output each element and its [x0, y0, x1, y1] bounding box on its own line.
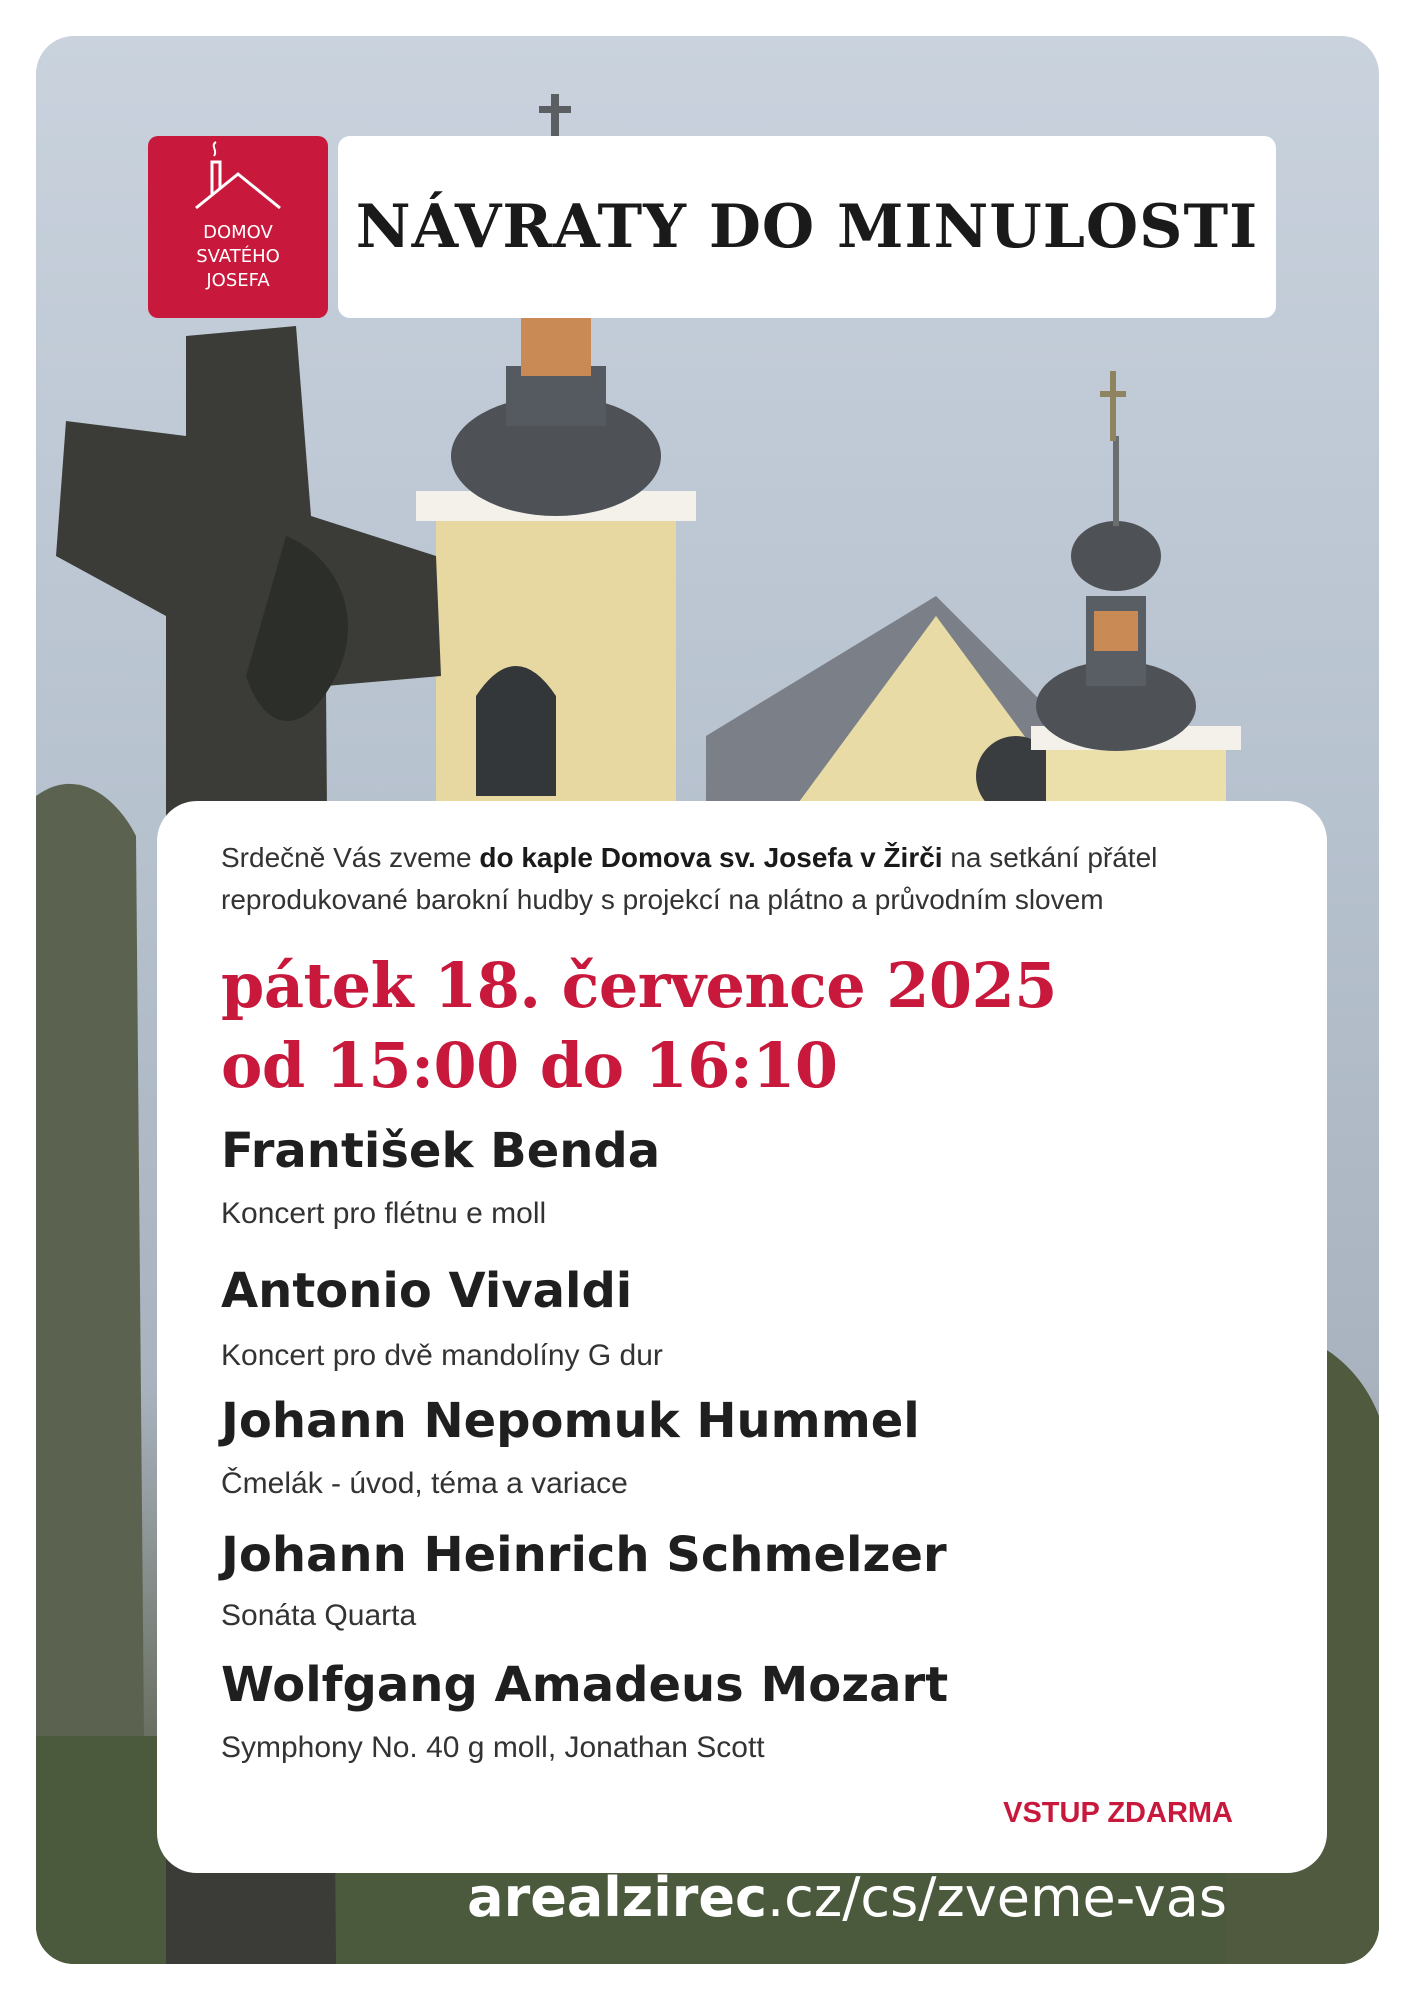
composer-name: Johann Nepomuk Hummel [221, 1393, 920, 1449]
work-title: Koncert pro dvě mandolíny G dur [221, 1339, 663, 1372]
composer-name: Johann Heinrich Schmelzer [221, 1527, 947, 1583]
url-domain: arealzirec [467, 1866, 768, 1929]
logo-line-2: SVATÉHO [196, 246, 280, 267]
poster [36, 36, 1379, 1964]
event-card [157, 801, 1327, 1873]
work-title: Čmelák - úvod, téma a variace [221, 1467, 628, 1500]
page-title: NÁVRATY DO MINULOSTI [355, 192, 1259, 262]
work-title: Sonáta Quarta [221, 1599, 417, 1632]
intro-venue: do kaple Domova sv. Josefa v Žirči [479, 842, 943, 873]
intro-prefix: Srdečně Vás zveme [221, 842, 480, 873]
admission-label: VSTUP ZDARMA [1003, 1797, 1233, 1829]
logo [148, 136, 328, 318]
work-title: Koncert pro flétnu e moll [221, 1197, 547, 1230]
url-path: .cz/cs/zveme-vas [767, 1866, 1227, 1929]
invitation-text [221, 837, 1281, 921]
title-box [338, 136, 1276, 318]
composer-name: Wolfgang Amadeus Mozart [221, 1657, 949, 1713]
event-date: pátek 18. července 2025 [221, 949, 1057, 1022]
website-link[interactable] [467, 1866, 1227, 1929]
event-time: od 15:00 do 16:10 [221, 1029, 838, 1102]
composer-name: Antonio Vivaldi [221, 1263, 633, 1319]
house-logo-icon [148, 136, 328, 318]
logo-line-1: DOMOV [203, 222, 273, 243]
composer-name: František Benda [221, 1123, 661, 1179]
intro-suffix: na setkání přátel reprodukované barokní hudby s projekcí na plátno a průvodním slovem [221, 842, 1158, 915]
logo-line-3: JOSEFA [206, 270, 270, 291]
work-title: Symphony No. 40 g moll, Jonathan Scott [221, 1731, 765, 1764]
